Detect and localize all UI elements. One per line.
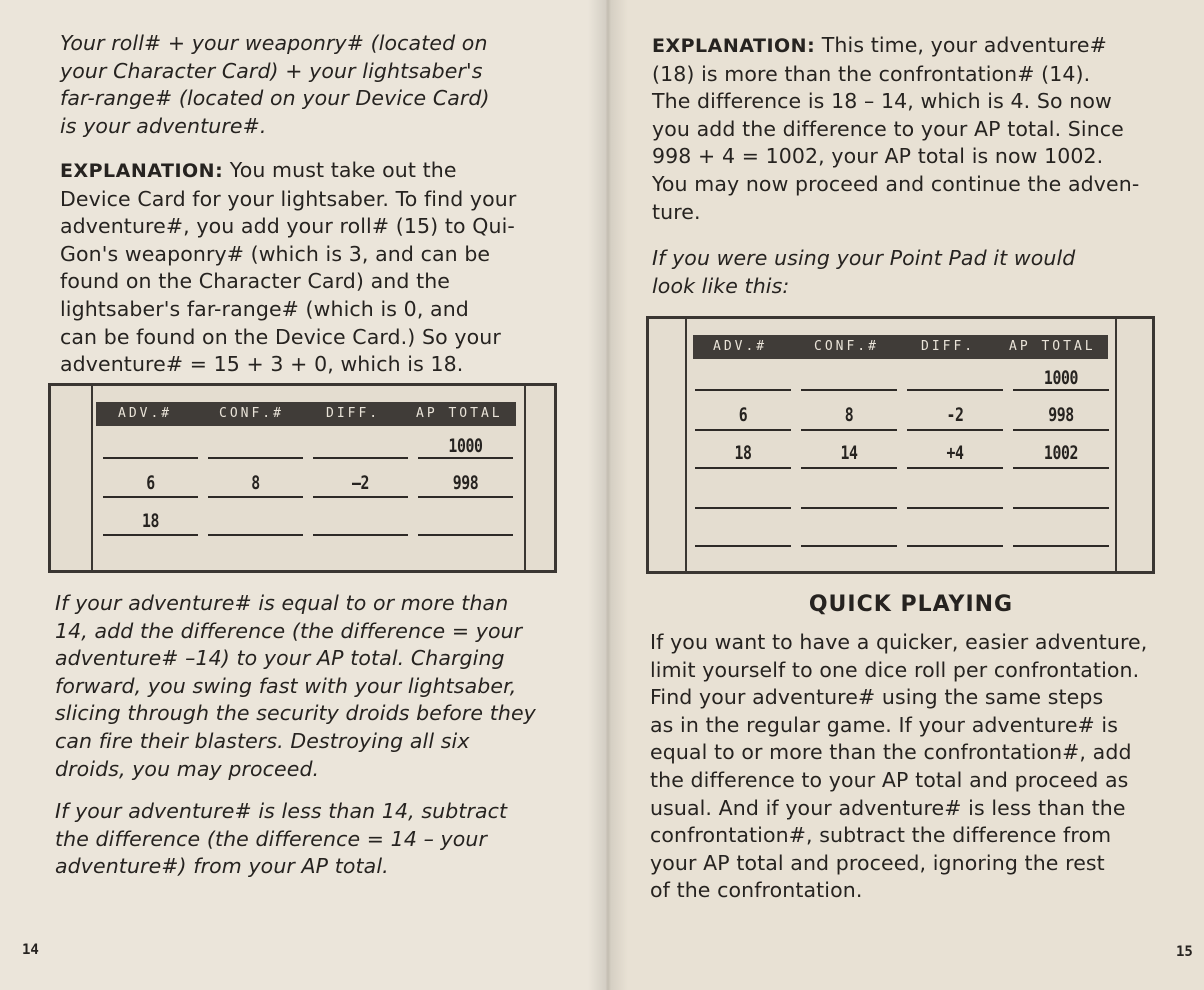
point-pad-left xyxy=(48,383,557,573)
text-line: If you want to have a quicker, easier adventure, xyxy=(650,630,1148,654)
text-line: adventure# –14) to your AP total. Charging xyxy=(55,646,505,671)
cell-line xyxy=(801,389,897,391)
text-line: If your adventure# is less than 14, subtract xyxy=(55,799,508,823)
text-line: the difference to your AP total and proceed as xyxy=(650,767,1129,792)
text-line: adventure#, you add your roll# (15) to Qui- xyxy=(60,214,515,239)
cell-line xyxy=(1013,507,1109,509)
cell-line xyxy=(695,507,791,509)
cell-value: 18 xyxy=(141,510,160,532)
cell-value: 8 xyxy=(251,472,260,494)
text-line: of the confrontation. xyxy=(650,878,863,903)
cell-value: 1002 xyxy=(1043,442,1079,464)
text-fragment: You must take out the xyxy=(223,158,457,182)
cell-value: –2 xyxy=(351,472,370,494)
text-line: Your roll# + your weaponry# (located on xyxy=(60,31,488,55)
text-fragment: This time, your adventure# xyxy=(815,33,1107,57)
left-explanation xyxy=(60,157,516,379)
text-line: equal to or more than the confrontation#, add xyxy=(650,740,1132,765)
page-number: 15 xyxy=(1176,944,1193,960)
cell-line xyxy=(1013,429,1109,431)
pad-divider xyxy=(524,386,526,570)
explanation-label: EXPLANATION: xyxy=(652,35,816,57)
cell-value: 14 xyxy=(840,442,858,464)
cell-line xyxy=(208,496,303,498)
pad-divider xyxy=(1115,319,1117,571)
cell-line xyxy=(313,534,408,536)
right-para-2 xyxy=(652,245,1075,300)
text-line: confrontation#, subtract the difference from xyxy=(650,823,1112,848)
cell-line xyxy=(1013,389,1109,391)
text-line: Gon's weaponry# (which is 3, and can be xyxy=(60,241,491,266)
cell-line xyxy=(801,507,897,509)
text-line: 14, add the difference (the difference = your xyxy=(55,618,523,643)
text-line: adventure#) from your AP total. xyxy=(55,854,389,879)
cell-line xyxy=(313,457,408,459)
cell-line xyxy=(695,389,791,391)
cell-value: 18 xyxy=(734,442,752,464)
explanation-label: EXPLANATION: xyxy=(60,160,224,182)
header-conf: CONF.# xyxy=(814,339,879,354)
cell-line xyxy=(907,429,1003,431)
section-heading: QUICK PLAYING xyxy=(808,592,1014,617)
text-line: can fire their blasters. Destroying all six xyxy=(55,728,470,753)
text-line: your Character Card) + your lightsaber's xyxy=(60,58,483,83)
text-line: ture. xyxy=(652,199,701,224)
cell-line xyxy=(418,496,513,498)
text-line: limit yourself to one dice roll per confrontation. xyxy=(650,657,1140,682)
text-line: The difference is 18 – 14, which is 4. So now xyxy=(652,89,1112,114)
pad-divider xyxy=(685,319,687,571)
text-line: lightsaber's far-range# (which is 0, and xyxy=(60,296,469,321)
cell-line xyxy=(907,507,1003,509)
cell-line xyxy=(1013,545,1109,547)
pad-header xyxy=(693,335,1108,359)
text-line: forward, you swing fast with your lightsaber, xyxy=(55,673,517,698)
text-line: your AP total and proceed, ignoring the rest xyxy=(650,850,1105,875)
pad-header xyxy=(96,402,516,426)
left-para-4 xyxy=(55,798,507,881)
cell-value: 6 xyxy=(738,404,748,426)
text-line xyxy=(652,32,1139,61)
cell-line xyxy=(801,545,897,547)
text-line: (18) is more than the confrontation# (14). xyxy=(652,61,1091,86)
left-para-1 xyxy=(60,30,490,140)
header-ap-total: AP TOTAL xyxy=(416,406,503,421)
header-diff: DIFF. xyxy=(326,406,381,421)
text-line: the difference (the difference = 14 – your xyxy=(55,826,488,851)
cell-line xyxy=(313,496,408,498)
cell-line xyxy=(695,545,791,547)
text-line: adventure# = 15 + 3 + 0, which is 18. xyxy=(60,352,464,377)
cell-line xyxy=(1013,467,1109,469)
text-line: 998 + 4 = 1002, your AP total is now 1002. xyxy=(652,144,1104,169)
cell-line xyxy=(418,534,513,536)
page-number: 14 xyxy=(22,942,39,958)
cell-line xyxy=(103,496,198,498)
text-line: droids, you may proceed. xyxy=(55,756,320,781)
text-line: slicing through the security droids before they xyxy=(55,701,536,726)
text-line: as in the regular game. If your adventure# is xyxy=(650,712,1119,737)
right-para-3 xyxy=(650,629,1147,905)
point-pad-right xyxy=(646,316,1155,574)
right-page xyxy=(606,0,1204,990)
text-line: you add the difference to your AP total. Since xyxy=(652,116,1124,141)
header-ap-total: AP TOTAL xyxy=(1009,339,1096,354)
text-line: look like this: xyxy=(652,273,790,298)
text-line: far-range# (located on your Device Card) xyxy=(60,86,490,111)
text-line: Find your adventure# using the same steps xyxy=(650,685,1104,710)
cell-value: 998 xyxy=(1048,404,1074,426)
pad-divider xyxy=(91,386,93,570)
text-line: can be found on the Device Card.) So your xyxy=(60,324,501,349)
cell-line xyxy=(801,429,897,431)
cell-line xyxy=(907,467,1003,469)
cell-line xyxy=(907,389,1003,391)
text-line xyxy=(60,157,516,186)
header-adv: ADV.# xyxy=(713,339,768,354)
header-conf: CONF.# xyxy=(219,406,284,421)
right-explanation xyxy=(652,32,1139,226)
header-diff: DIFF. xyxy=(921,339,976,354)
cell-value: 1000 xyxy=(1043,367,1079,389)
cell-line xyxy=(103,534,198,536)
cell-value: 6 xyxy=(146,472,155,494)
cell-line xyxy=(907,545,1003,547)
text-line: found on the Character Card) and the xyxy=(60,269,451,294)
cell-value: 998 xyxy=(452,472,479,494)
cell-value: 1000 xyxy=(448,435,483,457)
text-line: If you were using your Point Pad it would xyxy=(652,246,1076,270)
cell-line xyxy=(208,534,303,536)
left-para-3 xyxy=(55,590,536,783)
text-line: If your adventure# is equal to or more than xyxy=(55,591,509,615)
cell-line xyxy=(208,457,303,459)
cell-value: 8 xyxy=(844,404,854,426)
cell-value: +4 xyxy=(946,442,964,464)
cell-line xyxy=(801,467,897,469)
text-line: You may now proceed and continue the adven- xyxy=(652,171,1140,196)
header-adv: ADV.# xyxy=(118,406,173,421)
text-line: is your adventure#. xyxy=(60,113,267,138)
cell-line xyxy=(695,429,791,431)
text-line: usual. And if your adventure# is less than the xyxy=(650,795,1126,820)
cell-value: -2 xyxy=(946,404,964,426)
cell-line xyxy=(418,457,513,459)
cell-line xyxy=(695,467,791,469)
text-line: Device Card for your lightsaber. To find your xyxy=(60,186,517,211)
cell-line xyxy=(103,457,198,459)
